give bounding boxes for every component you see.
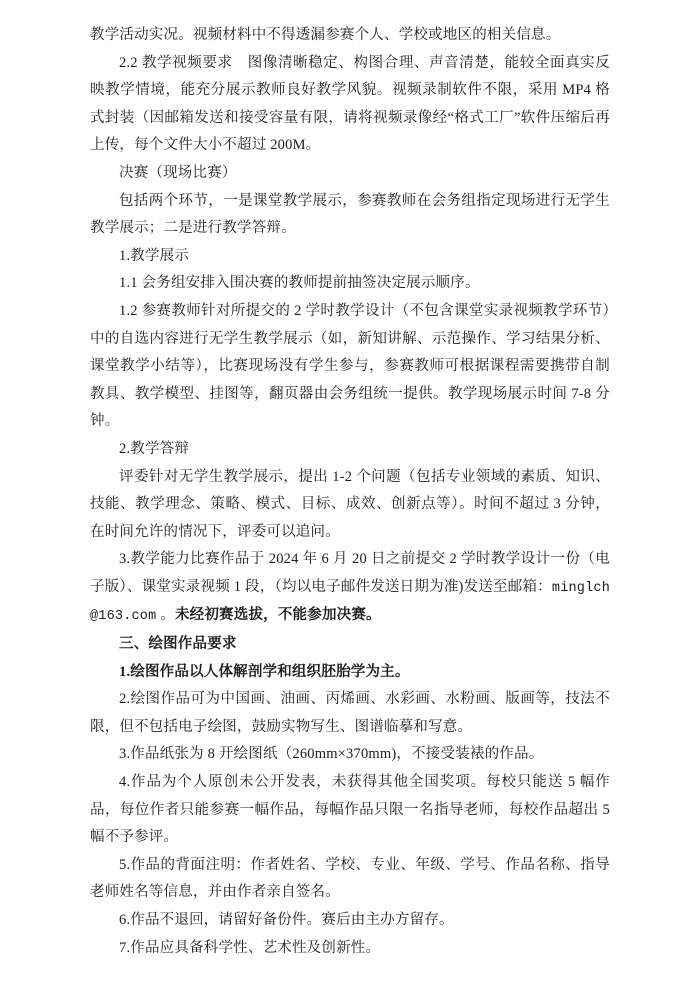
paragraph-teaching-video-requirements: 2.2 教学视频要求 图像清晰稳定、构图合理、声音清楚，能较全面真实反映教学情境，能充分展示教师良好教学风貌。视频录制软件不限，采用 MP4 格式封装（因邮箱发送和接受容量有限，请将视频录像经“格式工厂”软件压缩后再上传，每个文件大小不超过 200M。 [90, 54, 610, 154]
section-heading-drawing-requirements: 三、绘图作品要求 [119, 636, 237, 653]
paragraph-final-onsite-heading: 决赛（现场比赛） [119, 164, 237, 181]
email-address: minglch@163.com [90, 580, 610, 625]
paragraph-final-two-parts: 包括两个环节，一是课堂教学展示，参赛教师在会务组指定现场进行无学生教学展示；二是进行教学答辩。 [90, 192, 610, 237]
paragraph-video-info-restriction: 教学活动实况。视频材料中不得透漏参赛个人、学校或地区的相关信息。 [90, 27, 561, 43]
paragraph-draw-lots-order: 1.1 会务组安排入围决赛的教师提前抽签决定展示顺序。 [119, 275, 480, 292]
paragraph-back-labeling: 5.作品的背面注明：作者姓名、学校、专业、年级、学号、作品名称、指导老师姓名等信息，并由作者亲自签名。 [90, 856, 610, 901]
submission-preliminary-warning: 未经初赛选拔，不能参加决赛。 [174, 607, 381, 624]
paragraph-paper-size: 3.作品纸张为 8 开绘图纸（260mm×370mm)，不接受装裱的作品。 [119, 746, 544, 763]
submission-deadline-text: 3.教学能力比赛作品于 2024 年 6 月 20 日之前提交 2 学时教学设计一份（电子版）、课堂实录视频 1 段，（均以电子邮件发送日期为准)发送至邮箱： [90, 551, 610, 595]
paragraph-judges-questions: 评委针对无学生教学展示，提出 1-2 个问题（包括专业领域的素质、知识、技能、教学理念、策略、模式、目标、成效、创新点等）。时间不超过 3 分钟，在时间允许的情况下，评委可以追问。 [90, 468, 610, 540]
paragraph-teaching-defense-heading: 2.教学答辩 [119, 440, 190, 457]
paragraph-no-student-display-detail: 1.2 参赛教师针对所提交的 2 学时教学设计（不包含课堂实录视频教学环节）中的自选内容进行无学生教学展示（如，新知讲解、示范操作、学习结果分析、课堂教学小结等），比赛现场没有学生参与，参赛教师可根据课程需要携带自制教具、教学模型、挂图等，翻页器由会务组统一提供。教学现场展示时间 7-8 分钟。 [90, 302, 610, 430]
paragraph-drawing-subject: 1.绘图作品以人体解剖学和组织胚胎学为主。 [119, 663, 410, 680]
paragraph-submission-deadline [90, 546, 610, 631]
paragraph-work-qualities: 7.作品应具备科学性、艺术性及创新性。 [119, 939, 381, 956]
submission-deadline-period: 。 [156, 607, 175, 624]
paragraph-no-return: 6.作品不退回，请留好备份件。赛后由主办方留存。 [119, 912, 454, 928]
paragraph-teaching-display-heading: 1.教学展示 [119, 247, 190, 264]
paragraph-drawing-media-types: 2.绘图作品可为中国画、油画、丙烯画、水彩画、水粉画、版画等，技法不限，但不包括电子绘图，鼓励实物写生、图谱临摹和写意。 [90, 691, 610, 735]
paragraph-originality-limits: 4.作品为个人原创未公开发表，未获得其他全国奖项。每校只能送 5 幅作品，每位作者只能参赛一幅作品，每幅作品只限一名指导老师，每校作品超出 5 幅不予参评。 [90, 774, 610, 846]
